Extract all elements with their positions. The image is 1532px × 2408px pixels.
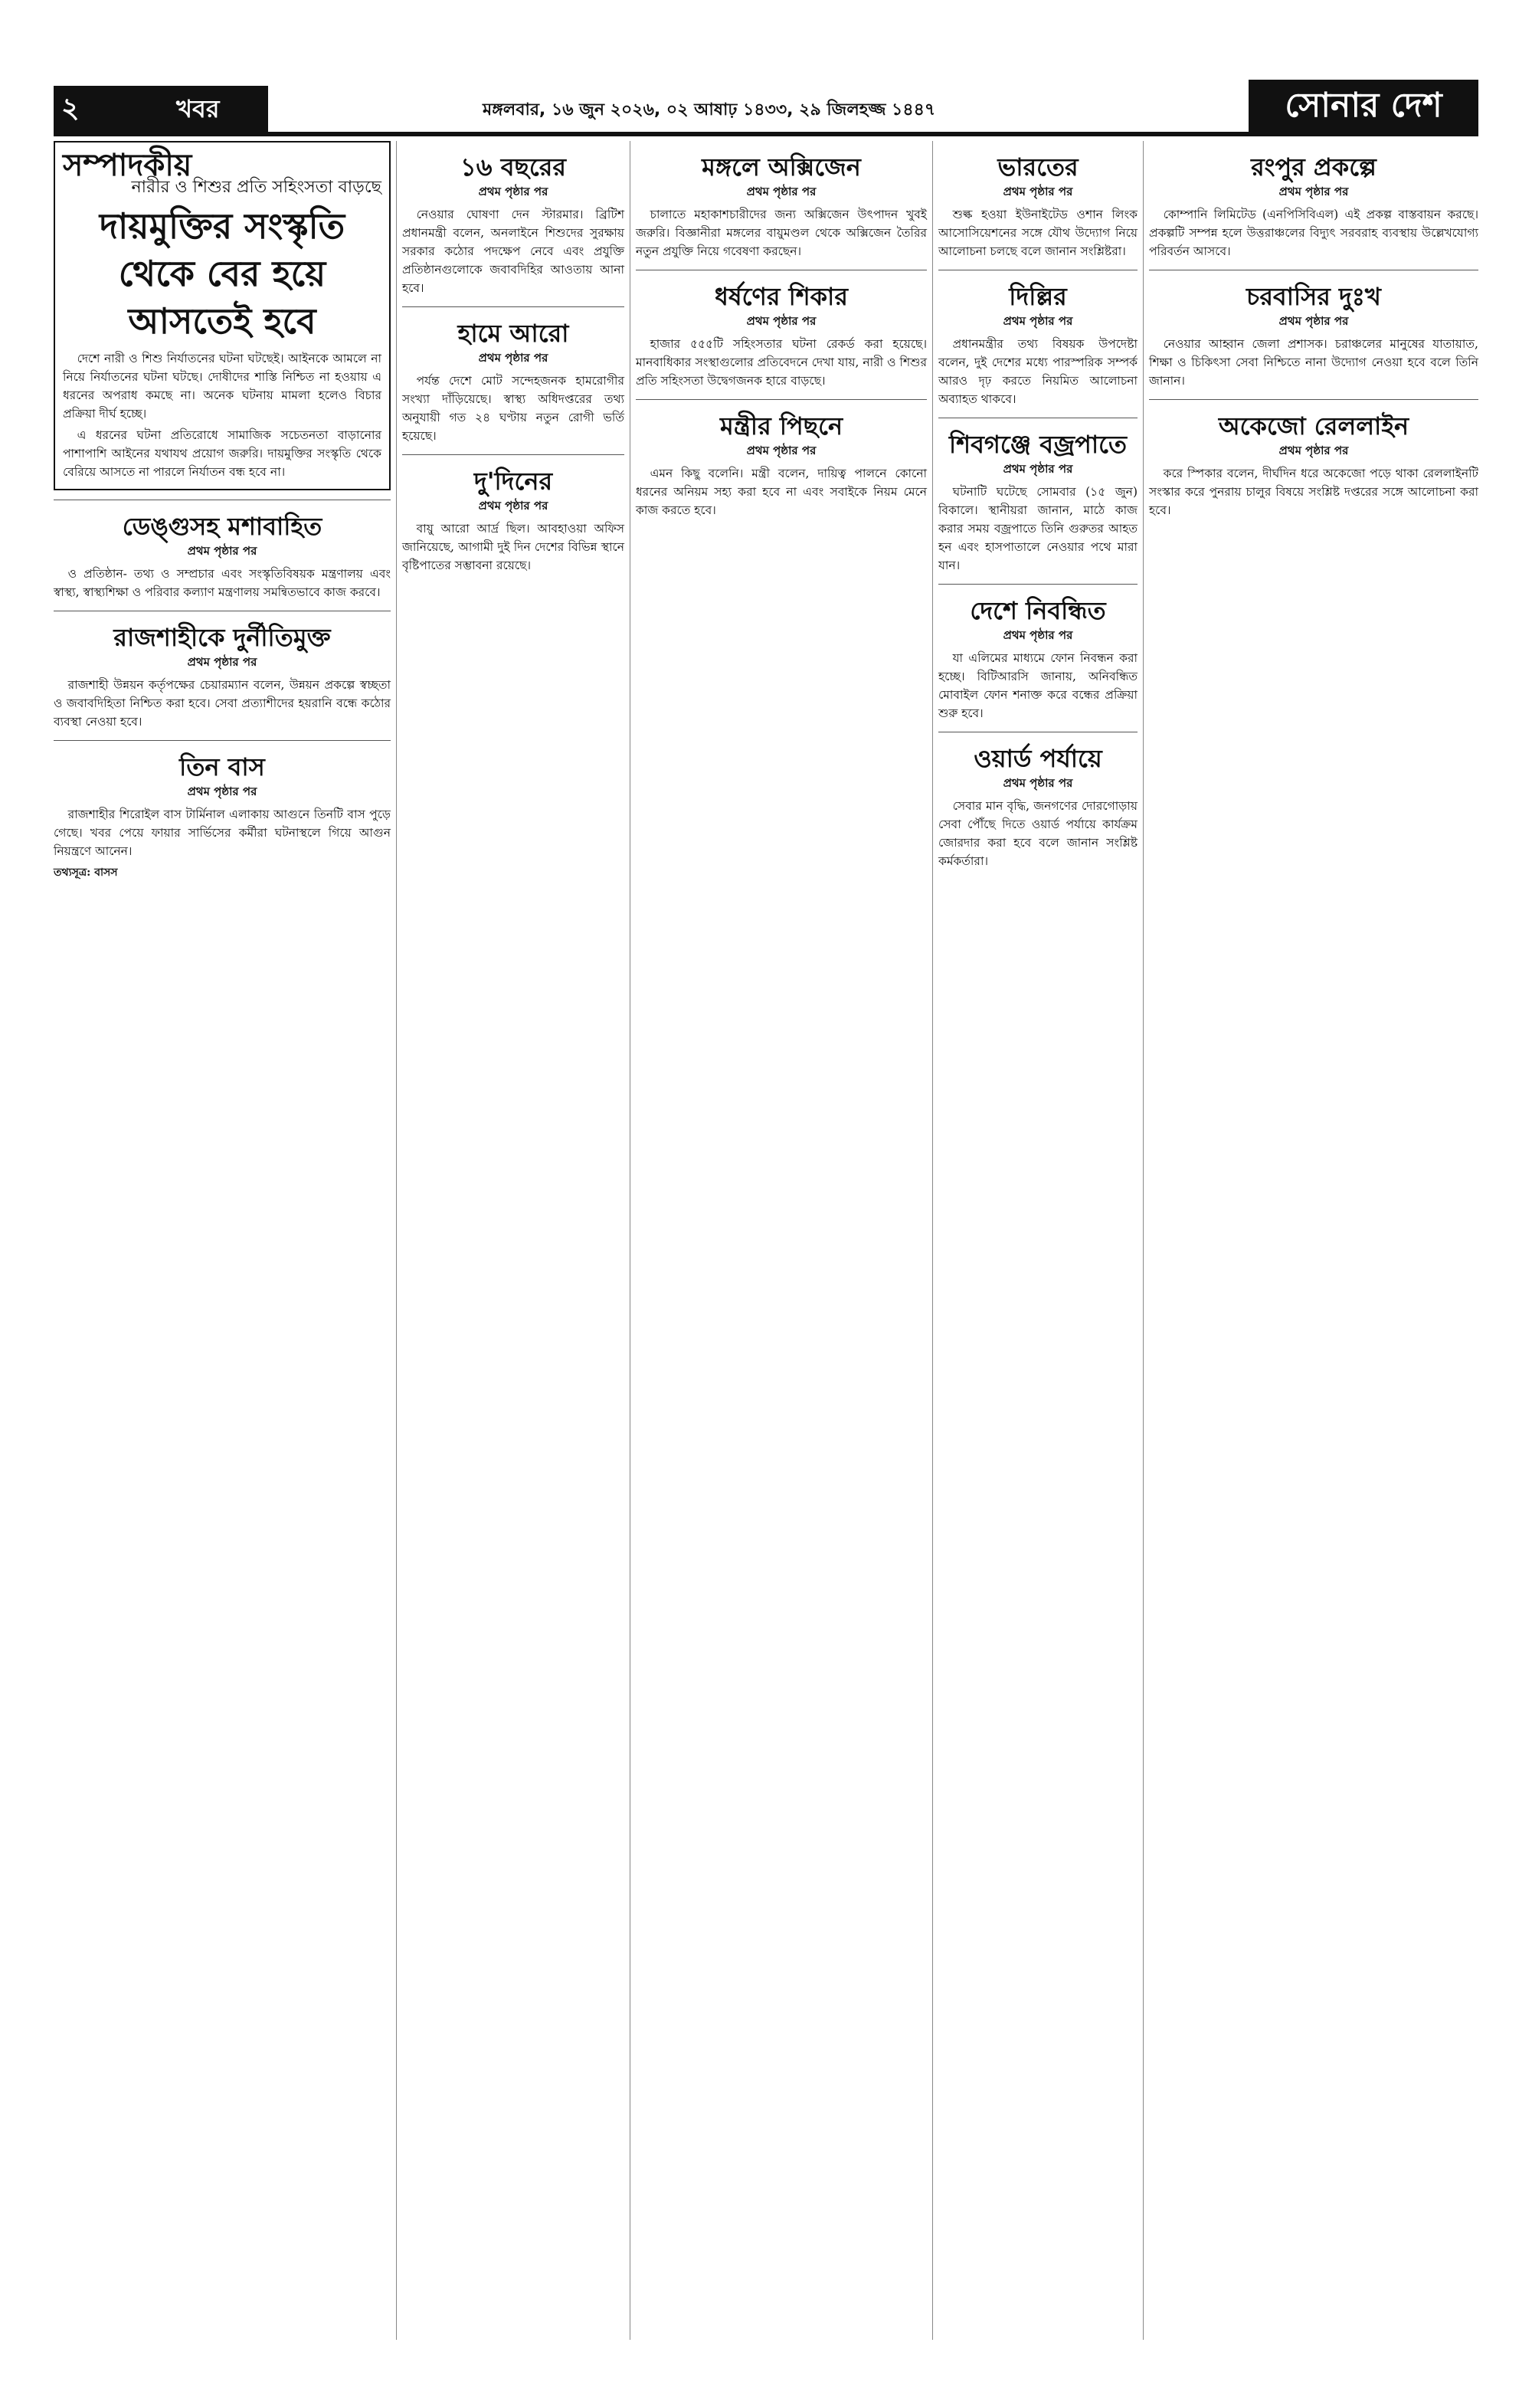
story-title-two-days: দু'দিনের [473,467,553,496]
editorial-subheading: নারীর ও শিশুর প্রতি সহিংসতা বাড়ছে [131,178,381,197]
story-paragraph: হাজার ৫৫৫টি সহিংসতার ঘটনা রেকর্ড করা হয়েছে। মানবাধিকার সংস্থাগুলোর প্রতিবেদনে দেখা যায়, নারী ও শিশুর প্রতি সহিংসতা উদ্বেগজনক হারে বাড়ছে। [636,337,927,388]
story-paragraph: সেবার মান বৃদ্ধি, জনগণের দোরগোড়ায় সেবা পৌঁছে দিতে ওয়ার্ড পর্যায়ে কার্যক্রম জোরদার করা হবে বলে জানান সংশ্লিষ্ট কর্মকর্তারা। [938,799,1138,868]
page-number: ২ [54,86,176,132]
source-credit: তথ্যসূত্র: বাসস [54,867,118,879]
continued-label: প্রথম পৃষ্ঠার পর [1278,185,1349,198]
continued-label: প্রথম পৃষ্ঠার পর [478,351,548,365]
continued-label: প্রথম পৃষ্ঠার পর [1003,185,1073,198]
story-title-registered: দেশে নিবন্ধিত [970,596,1106,625]
story-title-rangpur: রংপুর প্রকল্পে [1251,152,1377,182]
story-paragraph: নেওয়ার ঘোষণা দেন স্টারমার। ব্রিটিশ প্রধানমন্ত্রী বলেন, অনলাইনে শিশুদের সুরক্ষায় সরকার কঠোর পদক্ষেপ নেবে এবং প্রযুক্তি প্রতিষ্ঠানগুলোকে জবাবদিহির আওতায় আনা হবে। [402,208,624,295]
column-rule [932,141,933,2340]
story-paragraph: রাজশাহীর শিরোইল বাস টার্মিনাল এলাকায় আগুনে তিনটি বাস পুড়ে গেছে। খবর পেয়ে ফায়ার সার্ভিসের কর্মীরা ঘটনাস্থলে গিয়ে আগুন নিয়ন্ত্রণে আনেন। [54,808,391,858]
column-2 [402,141,624,578]
continued-label: প্রথম পৃষ্ঠার পর [187,785,257,798]
continued-label: প্রথম পৃষ্ঠার পর [478,499,548,513]
continued-label: প্রথম পৃষ্ঠার পর [478,185,548,198]
story-title-minister: মন্ত্রীর পিছনে [719,411,843,441]
column-4 [938,141,1138,873]
story-title-char: চরবাসির দুঃখ [1246,282,1381,311]
section-name: খবর [176,86,268,132]
continued-label: প্রথম পৃষ্ঠার পর [187,655,257,669]
editorial-paragraph: এ ধরনের ঘটনা প্রতিরোধে সামাজিক সচেতনতা বাড়ানোর পাশাপাশি আইনের যথাযথ প্রয়োগ জরুরি। দায়মুক্তির সংস্কৃতি থেকে বেরিয়ে আসতে না পারলে নির্যাতন বন্ধ হবে না। [63,428,381,479]
story-paragraph: ও প্রতিষ্ঠান- তথ্য ও সম্প্রচার এবং সংস্কৃতিবিষয়ক মন্ত্রণালয় এবং স্বাস্থ্য, স্বাস্থ্যশিক্ষা ও পরিবার কল্যাণ মন্ত্রণালয় সমন্বিতভাবে কাজ করবে। [54,567,391,599]
dateline: মঙ্গলবার, ১৬ জুন ২০২৬, ০২ আষাঢ় ১৪৩৩, ২৯ জিলহজ্জ ১৪৪৭ [483,100,936,120]
continued-label: প্রথম পৃষ্ঠার পর [1003,776,1073,790]
continued-label: প্রথম পৃষ্ঠার পর [1278,444,1349,457]
editorial-paragraph: দেশে নারী ও শিশু নির্যাতনের ঘটনা ঘটছেই। আইনকে আমলে না নিয়ে নির্যাতনের ঘটনা ঘটছে। দোষীদের শাস্তি নিশ্চিত না হওয়ায় এ ধরনের অপরাধ কমছে না। অনেক ঘটনায় মামলা হলেও বিচার প্রক্রিয়া দীর্ঘ হচ্ছে। [63,352,381,421]
masthead [54,86,1478,136]
editorial-title: দায়মুক্তির সংস্কৃতি থেকে বের হয়ে আসতেই হবে [99,205,345,342]
continued-label: প্রথম পৃষ্ঠার পর [1003,628,1073,642]
story-title-india: ভারতের [997,152,1079,182]
story-paragraph: বায়ু আরো আর্দ্র ছিল। আবহাওয়া অফিস জানিয়েছে, আগামী দুই দিন দেশের বিভিন্ন স্থানে বৃষ্টিপাতের সম্ভাবনা রয়েছে। [402,522,624,572]
editorial-heading: সম্পাদকীয় [63,148,192,183]
story-title-rail: অকেজো রেললাইন [1218,411,1409,441]
story-paragraph: শুল্ক হওয়া ইউনাইটেড ওশান লিংক আসোসিয়েশনের সঙ্গে যৌথ উদ্যোগ নিয়ে আলোচনা চলছে বলে জানান সংশ্লিষ্টরা। [938,208,1138,258]
story-title-oxygen: মঙ্গলে অক্সিজেন [702,152,861,182]
continued-label: প্রথম পৃষ্ঠার পর [187,544,257,558]
story-paragraph: নেওয়ার আহ্বান জেলা প্রশাসক। চরাঞ্চলের মানুষের যাতায়াত, শিক্ষা ও চিকিৎসা সেবা নিশ্চিতে নানা উদ্যোগ নেওয়া হবে বলে তিনি জানান। [1149,337,1478,388]
column-1 [54,141,391,885]
story-paragraph: এমন কিছু বলেনি। মন্ত্রী বলেন, দায়িত্ব পালনে কোনো ধরনের অনিয়ম সহ্য করা হবে না এবং সবাইকে নিয়ম মেনে কাজ করতে হবে। [636,467,927,517]
continued-label: প্রথম পৃষ্ঠার পর [746,314,817,328]
continued-label: প্রথম পৃষ্ঠার পর [1003,462,1073,476]
continued-label: প্রথম পৃষ্ঠার পর [1278,314,1349,328]
column-5 [1149,141,1478,523]
column-rule [1143,141,1144,2340]
paper-logo: সোনার দেশ [1249,80,1478,132]
story-paragraph: চালাতে মহাকাশচারীদের জন্য অক্সিজেন উৎপাদন খুবই জরুরি। বিজ্ঞানীরা মঙ্গলের বায়ুমণ্ডল থেকে অক্সিজেন তৈরির নতুন প্রযুক্তি নিয়ে গবেষণা করছেন। [636,208,927,258]
story-paragraph: করে স্পিকার বলেন, দীর্ঘদিন ধরে অকেজো পড়ে থাকা রেললাইনটি সংস্কার করে পুনরায় চালুর বিষয়ে সংশ্লিষ্ট দপ্তরের সঙ্গে আলোচনা করা হবে। [1149,467,1478,517]
story-title-dengue: ডেঙ্গুসহ মশাবাহিত [122,512,322,541]
story-paragraph: পর্যন্ত দেশে মোট সন্দেহজনক হামরোগীর সংখ্যা দাঁড়িয়েছে। স্বাস্থ্য অধিদপ্তরের তথ্য অনুযায়ী গত ২৪ ঘণ্টায় নতুন রোগী ভর্তি হয়েছে। [402,374,624,443]
column-3 [636,141,927,523]
story-title-lightning: শিবগঞ্জে বজ্রপাতে [949,430,1127,459]
story-title-delhi: দিল্লির [1009,282,1067,311]
continued-label: প্রথম পৃষ্ঠার পর [1003,314,1073,328]
story-paragraph: ঘটনাটি ঘটেছে সোমবার (১৫ জুন) বিকালে। স্থানীয়রা জানান, মাঠে কাজ করার সময় বজ্রপাতে তিনি গুরুতর আহত হন এবং হাসপাতালে নেওয়ার পথে মারা যান। [938,485,1138,572]
continued-label: প্রথম পৃষ্ঠার পর [746,444,817,457]
story-title-rape: ধর্ষণের শিকার [715,282,848,311]
editorial [54,141,391,490]
continued-label: প্রথম পৃষ্ঠার পর [746,185,817,198]
story-title-measles: হামে আরো [457,319,569,348]
story-paragraph: যা এলিমের মাধ্যমে ফোন নিবন্ধন করা হচ্ছে। বিটিআরসি জানায়, অনিবন্ধিত মোবাইল ফোন শনাক্ত করে বন্ধের প্রক্রিয়া শুরু হবে। [938,651,1138,720]
story-paragraph: কোম্পানি লিমিটেড (এনপিসিবিএল) এই প্রকল্প বাস্তবায়ন করছে। প্রকল্পটি সম্পন্ন হলে উত্তরাঞ্চলের বিদ্যুৎ সরবরাহ ব্যবস্থায় উল্লেখযোগ্য পরিবর্তন আসবে। [1149,208,1478,258]
story-title-rajshahi: রাজশাহীকে দুর্নীতিমুক্ত [113,623,331,652]
column-rule [396,141,397,2340]
story-paragraph: প্রধানমন্ত্রীর তথ্য বিষয়ক উপদেষ্টা বলেন, দুই দেশের মধ্যে পারস্পরিক সম্পর্ক আরও দৃঢ় করতে নিয়মিত আলোচনা অব্যাহত থাকবে। [938,337,1138,406]
story-title-ward: ওয়ার্ড পর্যায়ে [974,744,1102,773]
story-paragraph: রাজশাহী উন্নয়ন কর্তৃপক্ষের চেয়ারম্যান বলেন, উন্নয়ন প্রকল্পে স্বচ্ছতা ও জবাবদিহিতা নিশ্চিত করা হবে। সেবা প্রত্যাশীদের হয়রানি বন্ধে কঠোর ব্যবস্থা নেওয়া হবে। [54,678,391,729]
story-title-three-bus: তিন বাস [179,752,265,781]
story-title-age16: ১৬ বছরের [460,152,566,182]
